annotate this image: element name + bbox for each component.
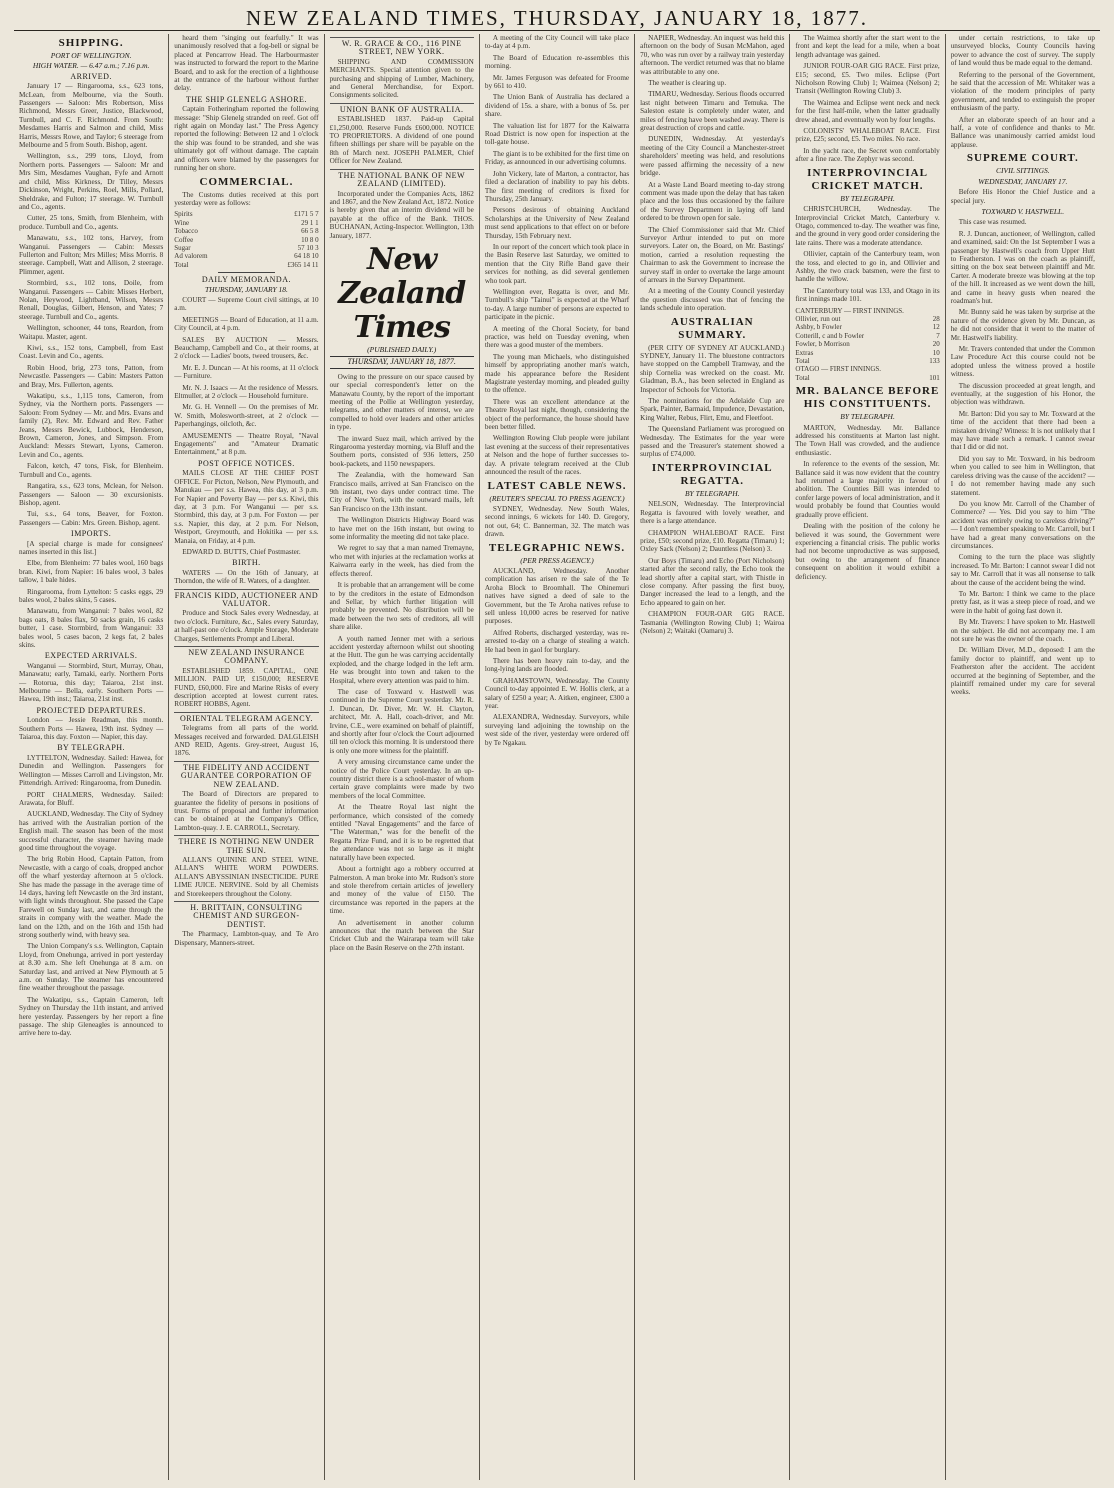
napier-text: NAPIER, Wednesday. An inquest was held this afternoon on the body of Susan McMahon, aged 70, who was run over by a railway train yesterday afternoon. The verdict returned was that no blame was attributable to any one. The weather is clearing up. TIMARU, Wednesday. Serious floods occurred last night between Timaru and Temuka. The Saleston estate is completely under water, and miles of fencing have been washed away. There is great destruction of crops and cattle. DUNEDIN, Wednesday. At yesterday's meeting of the City Council a Manchester-street shareholders' meeting was held, and resolutions were passed affirming the necessity of a new bridge. At a Waste Land Board meeting to-day strong comment was made upon the delay that has taken place and the loss thus occasioned by the failure of the Survey Department in laying off land ordered to be thrown open for sale. The Chief Commissioner said that Mr. Chief Surveyor Arthur intended to put on more surveyors. Later on, the Board, on Mr. Bastings' motion, carried a resolution requesting the Chairman to ask the Government to increase the survey staff in order to overtake the large amount of arrears in the Survey Department. At a meeting of the County Council yesterday the question discussed was that of fencing the lands schedule into operation.: [640, 34, 785, 313]
cricket-text: CHRISTCHURCH, Wednesday. The Interprovincial Cricket Match, Canterbury v. Otago, commenced to-day. The weather was fine, and the ground in very good order considering the late rains. There was a moderate attendance. Ollivier, captain of the Canterbury team, won the toss, and elected to go in, and Ollivier and Ashby, the two crack batsmen, were the first to handle the willow. The Canterbury total was 133, and Otago in its first innings made 101. CANTERBURY — FIRST INNINGS. Ollivier, run out 28 Ashby, b Fowler 12 Cotterill, c and b Fowler 7 Fowler, b Morrison 20 Extras 10 Total 133 OTAGO — FIRST INNINGS. Total 101: [795, 205, 940, 382]
court-heading: SUPREME COURT.: [966, 152, 1079, 165]
arrived-heading: ARRIVED.: [70, 71, 112, 81]
ballance-text: MARTON, Wednesday. Mr. Ballance addressed his constituents at Marton last night. The Town Hall was crowded, and the audience enthusiastic. In reference to the events of the session, Mr. Ballance said it was now evident that the country had returned a large majority in favour of abolition. The Counties Bill was intended to confer large powers of local administration, and it would probably be found that Counties would gradually prove efficient. Dealing with the position of the colony he believed it was sound, the Government were experiencing a financial crisis. The public works had not become unproductive as was supposed, but owing to the arrangement of finance consequent on abolition it would exhibit a deficiency.: [795, 423, 940, 581]
regatta-continued: The Waimea shortly after the start went to the front and kept the lead for a mile, when a boat length advantage was gained. JUNIOR FOUR-OAR GIG RACE. First prize, £15; second, £5. Two miles. Eclipse (Port Nicholson Rowing Club) 1; Waimea (Nelson) 2; Transit (Wellington Rowing Club) 3. The Waimea and Eclipse went neck and neck for the first half-mile, when the latter gradually drew ahead, and eventually won by four lengths. COLONISTS' WHALEBOAT RACE. First prize, £25; second, £5. Two miles. No race. In the yacht race, the Secret won comfortably after a fine race. The Zephyr was second.: [795, 34, 940, 164]
ad-national-bank: THE NATIONAL BANK OF NEW ZEALAND (LIMITED). Incorporated under the Companies Acts, 1862 and 1867, and the New Zealand Act, 1872. Notice is hereby given that an interim dividend will be payable at the office of the Bank. THOS. BUCHANAN, Acting-Inspector. Wellington, 13th January, 1877.: [329, 170, 474, 240]
imports-heading: IMPORTS.: [71, 529, 112, 539]
tides-line: HIGH WATER. — 6.47 a.m.; 7.16 p.m.: [32, 61, 150, 71]
birth-text: WATERS — On the 16th of January, at Thorndon, the wife of R. Waters, of a daughter.: [174, 568, 319, 586]
expected-heading: EXPECTED ARRIVALS.: [44, 651, 138, 661]
ballance-heading: MR. BALANCE BEFORE HIS CONSTITUENTS.: [795, 385, 940, 411]
post-text: MAILS CLOSE AT THE CHIEF POST OFFICE. For Picton, Nelson, New Plymouth, and Manukau — per s.s. Hawea, this day, at 3 p.m. For Napier and Poverty Bay — per s.s. Kiwi, this day, at 3 p.m. For Wanganui — per s.s. Stormbird, this day, at 3 p.m. For Foxton — per s.s. Napier, this day, at 2 p.m. For Nelson, Westport, Greymouth, and Hokitika — per s.s. Manaia, on Friday, at 4 p.m. EDWARD D. BUTTS, Chief Postmaster.: [174, 469, 319, 556]
column-grid: [14, 34, 1100, 1480]
ad-nothing-new: THERE IS NOTHING NEW UNDER THE SUN. ALLAN'S QUININE AND STEEL WINE. ALLAN'S WHITE WORM POWDERS. ALLAN'S ABYSSINIAN INSECTICIDE. PURE LIME JUICE. NERVINE. Sold by all Chemists and Storekeepers throughout the Colony.: [174, 837, 319, 898]
column-cricket: [790, 34, 945, 1480]
telegraphic-text: AUCKLAND, Wednesday. Another complication has arisen re the sale of the Te Aroha Block to Broomhall. The Ohinemuri natives have signed a deed of sale to the Government, but the Te Aroha natives refuse to sell unless 10,000 acres be reserved for native purposes. Alfred Roberts, discharged yesterday, was re-arrested to-day on a charge of stealing a watch. He had been in gaol for burglary. There has been heavy rain to-day, and the long-lying lands are flooded. GRAHAMSTOWN, Wednesday. The County Council to-day appointed E. W. Hollis clerk, at a salary of £250 a year; A. Aitken, engineer, £300 a year. ALEXANDRA, Wednesday. Surveyors, while surveying land adjoining the township on the west side of the river, yesterday were ordered off by Te Ngakau.: [484, 566, 630, 747]
column-shipping: [14, 34, 169, 1480]
court-intro: Before His Honor the Chief Justice and a special jury.: [950, 188, 1095, 205]
departures-text: London — Jessie Readman, this month. Southern Ports — Hawea, 19th inst. Sydney — Taiaroa, this day. Foxton — Napier, this day.: [19, 716, 164, 742]
memoranda-text: COURT — Supreme Court civil sittings, at 10 a.m. MEETINGS — Board of Education, at 11 a.m. City Council, at 4 p.m. SALES BY AUCTION — Messrs. Beauchamp, Campbell and Co., at their rooms, at 2 o'clock — Ladies' boots, tweed trousers, &c. Mr. E. J. Duncan — At his rooms, at 11 o'clock — Furniture. Mr. N. J. Isaacs — At the residence of Messrs. Eltmuller, at 2 o'clock — Household furniture. Mr. G. H. Vennell — On the premises of Mr. W. Smith, Molesworth-street, at 2 o'clock — Paperhangings, oilcloth, &c. AMUSEMENTS — Theatre Royal, "Naval Engagements" and "Amateur Dramatic Entertainment," at 8 p.m.: [174, 295, 319, 457]
expected-text: Wanganui — Stormbird, Sturt, Murray, Ohau, Manawatu; early, Tamaki, early. Northern Ports — Rotorua, this day; Taiaroa, 21st inst. Melbourne — Bella, early. Southern Ports — Hawea, 19th inst.; Taiaroa, 21st inst.: [19, 661, 164, 704]
regatta-subheading: BY TELEGRAPH.: [684, 488, 740, 498]
shipping-continued: heard them "singing out fearfully." It was unanimously resolved that a fog-bell or signal be placed at Pencarrow Head. The Harbourmaster was instructed to forward the report to the Marine Board, and to ask for the erection of a lighthouse at the entrance of the harbour without further delay.: [174, 34, 319, 93]
cricket-scores: CANTERBURY — FIRST INNINGS. Ollivier, run out 28 Ashby, b Fowler 12 Cotterill, c and b Fowler 7 Fowler, b Morrison 20 Extras 10 Total 133 OTAGO — FIRST INNINGS. Total 101: [795, 306, 940, 382]
telegraphic-heading: TELEGRAPHIC NEWS.: [488, 541, 626, 554]
case-title: TOXWARD V. HASTWELL.: [981, 206, 1065, 216]
port-subheading: PORT OF WELLINGTON.: [50, 51, 132, 60]
telegraphic-subheading: (PER PRESS AGENCY.): [520, 555, 594, 565]
court-subheading: CIVIL SITTINGS.: [996, 166, 1050, 176]
paper-title: New Zealand Times: [338, 241, 466, 345]
cable-subheading: (REUTER'S SPECIAL TO PRESS AGENCY.): [489, 493, 625, 503]
cricket-subheading: BY TELEGRAPH.: [840, 193, 895, 203]
ad-brittain: H. BRITTAIN, CONSULTING CHEMIST AND SURGEON-DENTIST. The Pharmacy, Lambton-quay, and Te Aro Dispensary, Manners-street.: [174, 902, 319, 947]
column-australian: [635, 34, 790, 1480]
ad-fidelity: THE FIDELITY AND ACCIDENT GUARANTEE CORPORATION OF NEW ZEALAND. The Board of Directors are prepared to guarantee the fidelity of persons in positions of trust. Forms of proposal and further information can be obtained at the Company's Office, Lambton-quay. J. E. CARROLL, Secretary.: [174, 762, 319, 832]
column-commercial: [169, 34, 324, 1480]
departures-heading: PROJECTED DEPARTURES.: [36, 705, 146, 715]
gleneagles-heading: THE SHIP GLENELG ASHORE.: [185, 94, 307, 104]
editorial-dateline: THURSDAY, JANUARY 18, 1877.: [330, 356, 474, 368]
cable-text: SYDNEY, Wednesday. New South Wales, second innings, 6 wickets for 140. D. Gregory, not out, 64; C. Bannerman, 32. The match was drawn.: [484, 504, 630, 539]
published-daily: (PUBLISHED DAILY.): [367, 344, 437, 354]
column-supreme-court: [946, 34, 1100, 1480]
ad-nz-insurance: NEW ZEALAND INSURANCE COMPANY. ESTABLISHED 1859. CAPITAL, ONE MILLION. PAID UP, £150,000; RESERVE FUND, £60,000. Fire and Marine Risks of every description accepted at lowest current rates. ROBERT HOBBS, Agent.: [174, 648, 319, 709]
ballance-subheading: BY TELEGRAPH.: [840, 412, 895, 422]
memoranda-date: THURSDAY, JANUARY 18.: [204, 284, 288, 294]
australian-heading: AUSTRALIAN SUMMARY.: [670, 315, 754, 341]
editorial-text: Owing to the pressure on our space caused by our special correspondent's letter on the Manawatu County, by the report of the important meeting of the Pollie at Wellington yesterday, telegrams, and other matters of interest, we are compelled to hold over leaders and other articles in type. The inward Suez mail, which arrived by the Ringarooma yesterday morning, via Bluff and the Southern ports, consisted of 936 letters, 250 book-packets, and 1150 newspapers. The Zealandia, with the homeward San Francisco mails, arrived at San Francisco on the 9th instant, two days under contract time. The City of New York, with the outward mails, left San Francisco on the 13th instant. The Wellington Districts Highway Board was to have met on the 16th instant, but owing to some informality the meeting did not take place. We regret to say that a man named Tremayne, who met with injuries at the reclamation works at Kaiwarra early in the week, has died from the effects thereof. It is probable that an arrangement will be come to by the creditors in the estate of Edmondson and Sellar, by which further litigation will probably be prevented. No distribution will be made between the two sets of creditors, all will share alike. A youth named Jenner met with a serious accident yesterday afternoon whilst out shooting at the Hutt. The gun he was carrying accidentally exploded, and the charge lodged in the left arm. He was brought into town and taken to the Hospital, where every attention was paid to him. The case of Toxward v. Hastwell was continued in the Supreme Court yesterday. Mr. R. J. Duncan, Dr. Diver, Mr. W. H. Clayton, architect, Mr. A. Hall, coach-driver, and Mr. Irvine, C.E., were examined on behalf of plaintiff, and shortly after four o'clock the Court adjourned till ten o'clock this morning. It is understood there is only one more witness for the plaintiff. A very amusing circumstance came under the notice of the Police Court yesterday. In an up-country district there is a school-master of whom certain grave complaints were made by two members of the local Committee. At the Theatre Royal last night the performance, which consisted of the comedy entitled "Naval Engagements" and the farce of "The Waterman," was for the benefit of the Regatta Prize Fund, and it is to be regretted that the attendance was not so large as it might naturally have been expected. About a fortnight ago a robbery occurred at Palmerston. A man broke into Mr. Rudson's store and stole therefrom certain articles of jewellery and money of the value of £150. The circumstance was reported in the papers at the time. An advertisement in another column announces that the match between the Star Cricket Club and the Wairarapa team will take place on the Basin Reserve on the 27th instant.: [329, 372, 474, 952]
telegraph-heading: BY TELEGRAPH.: [57, 743, 126, 753]
telegraph-text: LYTTELTON, Wednesday. Sailed: Hawea, for Dunedin and Wellington. Passengers for Wellington — Misses Carroll and Livingston, Mr. Pittendrigh. Arrived: Ringarooma, from Dunedin. PORT CHALMERS, Wednesday. Sailed: Arawata, for Bluff. AUCKLAND, Wednesday. The City of Sydney has arrived with the Australian portion of the English mail. The season has been of the most successful character, the steamer having made good time throughout the voyage. The brig Robin Hood, Captain Patton, from Newcastle, with a cargo of coals, dropped anchor off the wharf yesterday afternoon at 5 o'clock. She has made the passage in the average time of 14 days, having left Newcastle on the 3rd instant, with light winds throughout. She passed the Cape Farewell on Sunday last, and came through the straits in company with the weather. Made the land on the 12th, and on the 16th and 15th had strong southerly wind, with heavy sea. The Union Company's s.s. Wellington, Captain Lloyd, from Onehunga, arrived in port yesterday at 8.30 a.m. She left Onehunga at 8 a.m. on Saturday last, and arrived at New Plymouth at 5 a.m. on Sunday. The steamer has encountered fine weather throughout the passage. The Wakatipu, s.s., Captain Cameron, left Sydney on Thursday the 11th instant, and arrived here yesterday. Passengers by her report a fine passage. The ship Gleneagles is announced to arrive here to-day.: [19, 753, 164, 1038]
commercial-heading: COMMERCIAL.: [199, 175, 294, 188]
ad-union-bank: UNION BANK OF AUSTRALIA. ESTABLISHED 1837. Paid-up Capital £1,250,000. Reserve Funds £600,000. NOTICE TO PROPRIETORS. A dividend of one pound fifteen shillings per share will be payable on the 8th of March next. JOSEPH PALMER, Chief Officer for New Zealand.: [329, 104, 474, 166]
imports-text: [A special charge is made for consignees' names inserted in this list.] Elbe, from Blenheim: 77 bales wool, 160 bags bran. Kiwi, from Napier: 16 bales wool, 3 bales tallow, 1 bale hides. Ringarooma, from Lyttelton: 5 casks eggs, 29 bales wool, 2 bales skins, 5 cases. Manawatu, from Wanganui: 7 bales wool, 82 bags oats, 8 bales flax, 50 sacks grain, 16 casks butter, 1 case. Stormbird, from Wanganui: 33 bales wool, 5 cases bacon, 2 kegs fat, 2 bales skins.: [19, 539, 164, 649]
memoranda-heading: DAILY MEMORANDA.: [201, 275, 291, 285]
court-text: This case was resumed. R. J. Duncan, auctioneer, of Wellington, called and examined, said: On the 1st September I was a passenger by Hastwell's coach from Upper Hutt to Featherston. I was on the coach as plaintiff, sitting on the box seat between plaintiff and Mr. Carter. A moderate breeze was blowing at the top of the hill. It increased as we went down the hill, and came in heavy gusts when neared the roadman's hut. Mr. Bunny said he was taken by surprise at the nature of the evidence given by Mr. Duncan, as he did not consider that it went to the matter of Mr. Hastwell's liability. Mr. Travers contended that under the Common Law Procedure Act this course could not be adopted unless the witness proved a hostile witness. The discussion proceeded at great length, and eventually, at the suggestion of his Honor, the objection was withdrawn. Mr. Barton: Did you say to Mr. Toxward at the time of the accident that there had been a mistaken driving? Witness: It is not unlikely that I may have made such a remark. I cannot swear that I did or did not. Did you say to Mr. Toxward, in his bedroom when you called to see him in Wellington, that careless driving was the cause of the accident? — I do not remember having made any such statement. Do you know Mr. Carroll of the Chamber of Commerce? — Yes. Did you say to him "The accident was entirely owing to careless driving?" — I don't remember speaking to Mr. Carroll, but I have had a great many conversations on the circumstances. Coming to the turn the place was slightly increased. To Mr. Barton: I cannot swear I did not say to Mr. Carroll that it was all nonsense to talk about the cause of the accident being the wind. To Mr. Barton: I think we came to the place pretty fast, as it was a steep piece of road, and we were in the habit of going fast down it. By Mr. Travers: I have spoken to Mr. Hastwell on the subject. He did not accompany me. I am not sure he was the owner of the coach. Dr. William Diver, M.D., deposed: I am the family doctor to plaintiff, and went up to Featherston after the accident. The accident occurred at the beginning of September, and the plaintiff remained under my care for several weeks.: [950, 218, 1095, 697]
masthead: NEW ZEALAND TIMES, THURSDAY, JANUARY 18, 1877.: [245, 6, 869, 30]
masthead-rule: [14, 30, 1100, 31]
divider: [218, 272, 276, 273]
ballance-continued: under certain restrictions, to take up unsurveyed blocks, County Councils having power to advance the cost of survey. The supply of land would thus be made equal to the demand. Referring to the personal of the Government, he said that the accession of Mr. Whitaker was a violation of the modern principles of party government, and tended to extinguish the proper enthusiasm of the party. After an elaborate speech of an hour and a half, a vote of confidence and thanks to Mr. Ballance was unanimously carried amidst loud applause.: [950, 34, 1095, 149]
column-cable-news: [480, 34, 635, 1480]
birth-heading: BIRTH.: [232, 558, 261, 568]
shipping-heading: SHIPPING.: [58, 37, 124, 49]
australian-text: (PER CITY OF SYDNEY AT AUCKLAND.) SYDNEY, January 11. The bluestone contractors have stopped on the Campbell Tramway, and the ship Cornelia was wrecked on the coast. Mr. Gladman, B.A., has been selected in England as Inspector of Schools for Victoria. The nominations for the Adelaide Cup are Spark, Painter, Barmaid, Impudence, Devastation, King Walter, Rebus, Flirt, Emu, and Fleetfoot. The Queensland Parliament was prorogued on Wednesday. The Estimates for the year were passed and the Treasurer's statement showed a surplus of £74,000.: [640, 343, 785, 459]
ad-francis-kidd: FRANCIS KIDD, AUCTIONEER AND VALUATOR. Produce and Stock Sales every Wednesday, at two o'clock. Furniture, &c., Sales every Saturday, at half-past one o'clock. Ample Storage, Moderate Charges, Settlements Prompt and Liberal.: [174, 590, 319, 643]
arrivals-text: January 17 — Ringarooma, s.s., 623 tons, McLean, from Melbourne, via the South. Passengers — Saloon: Mrs Robertson, Miss Richmond, Messrs Greer, Justice, Blackwood, Turnbull, and C. F. Richmond. From South: Mesdames Harris and Salmon and child, Miss Harris, Messrs Rowe, and Taylor; 6 steerage from Melbourne and 5 from South. Bishop, agent. Wellington, s.s., 299 tons, Lloyd, from Northern ports. Passengers — Saloon: Mr and Mrs Sim, Mesdames Vaughan, Fyfe and Arnott and child, Miss Kirkness, Dr Tilley, Messrs Dickinson, Wright, Perkins, Roel, Mills, Pollard, Sheldrake, and Fulton; 17 steerage. W. Turnbull and Co., agents. Cutter, 25 tons, Smith, from Blenheim, with produce. Turnbull and Co., agents. Manawatu, s.s., 102 tons, Harvey, from Wanganui. Passengers — Cabin: Messrs Fullerton and Fulton; Mrs Milles; Miss Morris. 8 steerage. Campbell, Watt and Allison, 2 steerage. Plimmer, agent. Stormbird, s.s., 102 tons, Doile, from Wanganui. Passengers — Cabin: Misses Herbert, Nolan, Heywood, Lightband, Wilson, Messrs Renall, Douglas, Gilbert, Henson, and Yates; 7 steerage. Turnbull and Co., agents. Wellington, schooner, 44 tons, Reardon, from Waitapu. Master, agent. Kiwi, s.s., 152 tons, Campbell, from East Coast. Levin and Co., agents. Robin Hood, brig, 273 tons, Patton, from Newcastle. Passengers — Cabin: Masters Patton and Bray, Mrs. Fullerton, agents. Wakatipu, s.s., 1,115 tons, Cameron, from Sydney, via the Northern ports. Passengers — Saloon: From Sydney — Mr. and Mrs. Evans and family (2), Rev. Mr. Edward and Rev. Father Jeans, Messrs Bewick, Lubbock, Henderson, Brown, Cameron, Jones, and Simpson. From Auckland: Messrs Stewart, Lyons, Cameron. Levin and Co., agents. Falcon, ketch, 47 tons, Fisk, for Blenheim. Turnbull and Co., agents. Rangatira, s.s., 623 tons, Mclean, for Nelson. Passengers — Saloon — 30 excursionists. Bishop, agent. Tui, s.s., 64 tons, Beaver, for Foxton. Passengers — Cabin: Mrs. Green. Bishop, agent.: [19, 82, 164, 527]
cable-heading: LATEST CABLE NEWS.: [487, 479, 627, 492]
court-date: WEDNESDAY, JANUARY 17.: [978, 176, 1068, 186]
council-text: A meeting of the City Council will take place to-day at 4 p.m. The Board of Education re-assembles this morning. Mr. James Ferguson was defeated for Froome by 661 to 410. The Union Bank of Australia has declared a dividend of 15s. a share, with a bonus of 5s. per share. The valuation list for 1877 for the Kaiwarra Road District is now open for inspection at the toll-gate house. The giant is to be exhibited for the first time on Friday, as announced in our advertising columns. John Vickery, late of Marton, a contractor, has filed a declaration of inability to pay his debts. The first meeting of creditors is fixed for Thursday, 25th January. Persons desirous of obtaining Auckland Scholarships at the University of New Zealand must send applications to that effect on or before Thursday, 15th February next. In our report of the concert which took place in the Basin Reserve last Saturday, we omitted to mention that the City Rifle Band gave their services for nothing, as did several gentlemen who took part. Wellington ever, Regatta is over, and Mr. Turnbull's ship "Tainui" is expected at the Wharf to-day. A large number of persons are expected to participate in the picnic. A meeting of the Choral Society, for band practice, was held on Tuesday evening, when there was a good muster of the members. The young man Michaels, who distinguished himself by appropriating another man's watch, made his appearance before the Resident Magistrate yesterday morning, and pleaded guilty to the offence. There was an excellent attendance at the Theatre Royal last night, though, considering the object of the performance, the house should have been better filled. Wellington Rowing Club people were jubilant last evening at the success of their representatives at Nelson and the hope of further successes to-day. A private telegram received at the Club announced the result of the races.: [484, 34, 630, 477]
regatta-text: NELSON, Wednesday. The Interprovincial Regatta is favoured with lovely weather, and there is a large attendance. CHAMPION WHALEBOAT RACE. First prize, £50; second prize, £10. Regatta (Timaru) 1; Oxley Sack (Nelson) 2; Dauntless (Nelson) 3. Our Boys (Timaru) and Echo (Port Nicholson) started after the second rally, the Echo took the lead shortly after a capital start, with Thistle in close company. After passing the first buoy, Danger increased the lead to a length, and the Echo appeared to gain on her. CHAMPION FOUR-OAR GIG RACE. Tasmania (Wellington Rowing Club) 1; Wairoa (Nelson) 2; Waitaki (Oamaru) 3.: [640, 500, 785, 635]
cricket-heading: INTERPROVINCIAL CRICKET MATCH.: [807, 166, 928, 192]
ad-oriental-telegram: ORIENTAL TELEGRAM AGENCY. Telegrams from all parts of the world. Messages received and forwarded. DALGLEISH AND REID, Agents. Grey-street, August 16, 1876.: [174, 713, 319, 758]
gleneagles-text: Captain Fotheringham reported the following message: "Ship Glenelg stranded on reef. Got off right again on Monday last." The Press Agency reported the following: Between 12 and 1 o'clock the ship was found to be stranded, and she was ultimately got off without damage. The captain and officers were blamed by the passengers for running her on shore.: [174, 105, 319, 173]
column-editorial: [325, 34, 480, 1480]
ad-grace: W. R. GRACE & CO., 116 PINE STREET, NEW YORK. SHIPPING AND COMMISSION MERCHANTS. Special attention given to the purchasing and shipping of Lumber, Machinery, and General Merchandise, for Export. Consignments solicited.: [329, 39, 474, 100]
customs-table: Spirits £171 5 7 Wine 29 1 1 Tobacco 66 5 8 Coffee 10 8 0 Sugar 57 10 3 Ad valorem 64 18 10 Total £365 14 11: [174, 210, 319, 269]
regatta-heading: INTERPROVINCIAL REGATTA.: [651, 461, 773, 487]
post-heading: POST OFFICE NOTICES.: [198, 458, 295, 468]
commercial-text: The Customs duties received at this port yesterday were as follows: Spirits £171 5 7 Wine 29 1 1 Tobacco 66 5 8 Coffee 10 8 0 Sugar 57 10 3 Ad valorem 64 18 10 Total £365 14 11: [174, 190, 319, 269]
